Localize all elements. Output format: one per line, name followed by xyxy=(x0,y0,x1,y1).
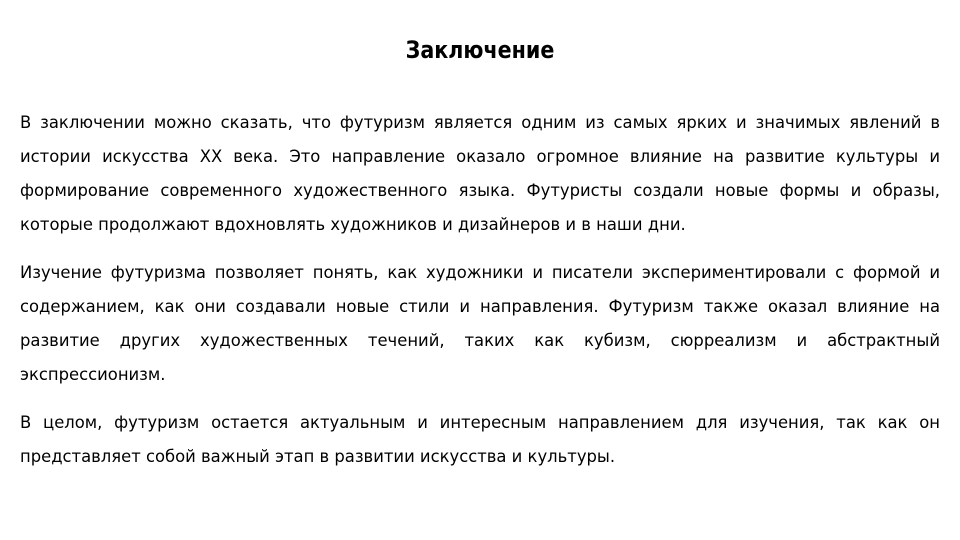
slide-body xyxy=(20,106,940,488)
paragraph-3: В целом, футуризм остается актуальным и интересным направлением для изучения, так как он представляет собой важный этап в развитии искусства и культуры. xyxy=(20,413,940,466)
slide-title: Заключение xyxy=(405,36,555,64)
paragraph-2: Изучение футуризма позволяет понять, как художники и писатели экспериментировали с формой и содержанием, как они создавали новые стили и направления. Футуризм также оказал влияние на развитие других художественных течений, таких как кубизм, сюрреализм и абстрактный экспрессионизм. xyxy=(20,263,940,384)
paragraph-1: В заключении можно сказать, что футуризм является одним из самых ярких и значимых явлений в истории искусства XX века. Это направление оказало огромное влияние на развитие культуры и формирование современного художественного языка. Футуристы создали новые формы и образы, которые продолжают вдохновлять художников и дизайнеров и в наши дни. xyxy=(20,113,940,234)
